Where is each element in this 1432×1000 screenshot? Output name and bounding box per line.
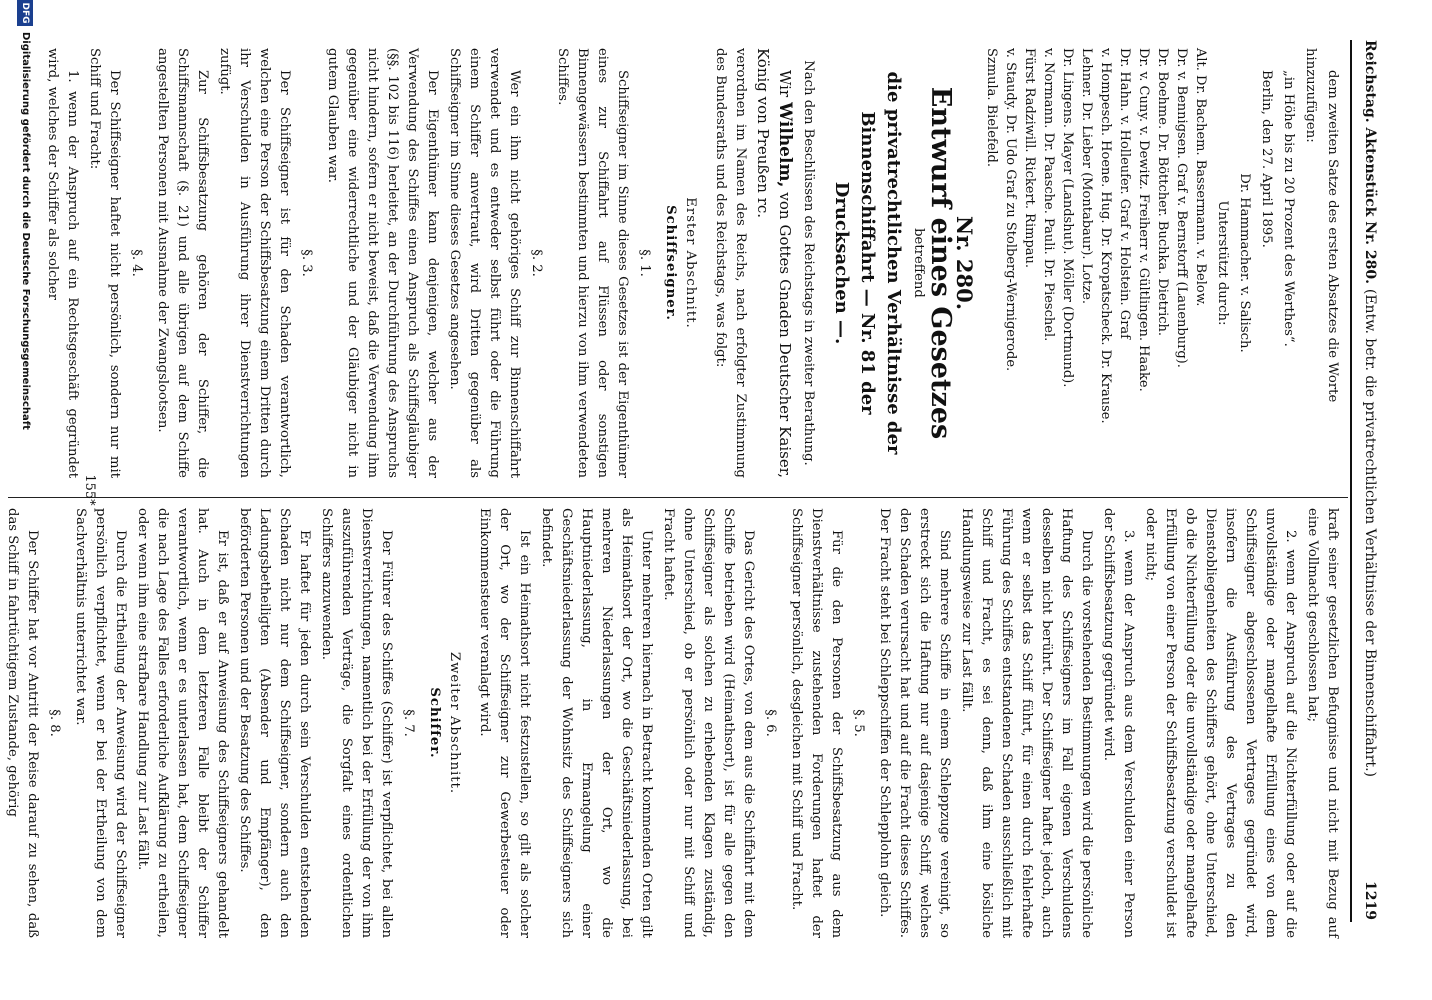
section-1-title: Schiffseigner. <box>663 205 678 321</box>
column-divider <box>8 497 1348 498</box>
kaiser-title: von Gottes Gnaden Deutscher Kaiser, König von Preußen rc. <box>754 48 794 478</box>
supporter-line: v. Hompesch. Hoene. Hug. Dr. Kropatscheck. Dr. Krause. <box>1098 48 1113 424</box>
signer: Dr. Hammacher. v. Salisch. <box>1237 173 1252 353</box>
footer-text: Digitalisierung gefördert durch die Deutsche Forschungsgemeinschaft <box>20 32 31 430</box>
continuation-text-b: Durch die vorstehenden Bestimmungen wird die persönliche Haftung des Schiffseigners im Fall eigenen Verschuldens desselben nicht berührt. Der Schiffseigner haftet jedoch, auch wenn er selbst das Schiff führt, für einen durch fehlerhafte Führung des Schiffes entstandenen Schaden ausschließlich mit Schiff und Fracht, es sei denn, daß ihm eine bösliche Handlungsweise zur Last fällt. <box>959 508 1094 938</box>
paragraph-7-text-c: Er ist, daß er auf Anweisung des Schiffseigners gehandelt hat. Auch in dem letzteren Falle bleibt der Schiffer verantwortlich, wenn er es unterlassen hat, dem Schiffseigner die nach Lage des Falles erforderliche Aufklärung zu ertheilen, oder wenn ihm eine strafbare Handlung zur Last fällt. <box>135 508 230 938</box>
continuation-text-c: Sind mehrere Schiffe in einem Schleppzuge vereinigt, so erstreckt sich die Haftung nur auf dasjenige Schiff, welches den Schaden verursacht hat und auf die Fracht dieses Schiffes. Der Fracht steht bei Schleppschiffen der Schlepplohn gleich. <box>877 508 952 938</box>
paragraph-5-number: §. 5. <box>851 709 866 737</box>
supporter-line: Lehner. Dr. Lieber (Montabaur). Lotze. <box>1079 48 1094 305</box>
paragraph-8-text: Der Schiffer hat vor Antritt der Reise darauf zu sehen, daß das Schiff in fahrtüchtigem Zustande, gehörig <box>5 508 40 938</box>
paragraph-1-number: §. 1. <box>637 249 652 277</box>
paragraph-2-text: Wer ein ihm nicht gehöriges Schiff zur Binnenschiffahrt verwendet und es entweder selbst führt oder die Führung einem Schiffer anvertraut, wird Dritten gegenüber als Schiffseigner im Sinne dieses Gesetzes angesehen. <box>447 48 522 478</box>
paragraph-4-number: §. 4. <box>129 249 144 277</box>
paragraph-3-number: §. 3. <box>299 249 314 277</box>
paragraph-6-text-b: Unter mehreren hiernach in Betracht kommenden Orten gilt als Heimathsort der Ort, wo die Geschäftsniederlassung, bei mehreren Niederlassungen der Ort, wo die Hauptniederlassung, in Ermangelung einer Geschäftsniederlassung der Wohnsitz des Schiffseigners sich befindet. <box>539 508 654 938</box>
paragraph-8-number: §. 8. <box>47 709 62 737</box>
dateline: Berlin, den 27. April 1895. <box>1259 70 1274 248</box>
betreffend: betreffend <box>911 228 926 298</box>
section-1-heading: Erster Abschnitt. <box>683 197 698 329</box>
signature-mark: 155* <box>82 474 97 506</box>
supporter-line: v. Normann. Dr. Paasche. Pauli. Dr. Pieschel. <box>1041 48 1056 342</box>
paragraph-7-text-d: Durch die Ertheilung der Anweisung wird der Schiffseigner persönlich verpflichtet, wenn er bei der Ertheilung von dem Sachverhältnis unterrichtet war. <box>73 508 128 938</box>
header-middle-text: (Entw. betr. die privatrechtlichen Verhältnisse der Binnenschiffahrt.) <box>1362 288 1378 777</box>
left-column <box>40 48 1342 478</box>
paragraph-4-item-1: 1. wenn der Anspruch auf ein Rechtsgeschäft gegründet wird, welches der Schiffer als solcher <box>45 48 80 478</box>
intro-line: dem zweiten Satze des ersten Absatzes die Worte <box>1325 70 1340 403</box>
header-left-text: Reichstag. Aktenstück Nr. 280. <box>1362 40 1378 284</box>
supporter-line: Alt. Dr. Bachem. Bassermann. v. Below. <box>1193 48 1208 307</box>
paragraph-3-text: Der Schiffseigner ist für den Schaden verantwortlich, welchen eine Person der Schiffsbesatzung einem Dritten durch ihr Verschulden in Ausführung ihrer Dienstverrichtungen zufügt. <box>217 48 292 478</box>
supporter-line: Dr. v. Bennigsen. Graf v. Bernstorff (Lauenburg). <box>1174 48 1189 368</box>
paragraph-6-text-c: Ist ein Heimathsort nicht festzustellen, so gilt als solcher der Ort, wo der Schiffseigner zur Gewerbesteuer oder Einkommensteuer veranlagt wird. <box>477 508 532 938</box>
header-left <box>1360 40 1380 777</box>
continuation-text: kraft seiner gesetzlichen Befugnisse und nicht mit Bezug auf eine Vollmacht geschlossen hat; <box>1305 508 1340 938</box>
supporters-list <box>982 48 1210 478</box>
supporter-line: Dr. Hahn. v. Holleufer. Graf v. Holstein. Graf <box>1117 48 1132 339</box>
paragraph-7-number: §. 7. <box>401 709 416 737</box>
intro-line-2: hinzuzufügen: <box>1303 48 1318 143</box>
header-page-number: 1219 <box>1362 881 1378 920</box>
list-item-2: 2. wenn der Anspruch auf die Nichterfüllung oder auf die unvollständige oder mangelhafte Erfüllung eines von dem Schiffseigner abgeschlossenen Vertrages gegründet wird, insofern die Ausführung des Vertrages zu den Dienstobliegenheiten des Schiffers gehört, ohne Unterschied, ob die Nichterfüllung oder die unvollständige oder mangelhafte Erfüllung von einer Person der Schiffsbesatzung verschuldet ist oder nicht; <box>1143 508 1298 938</box>
document-subtitle: die privatrechtlichen Verhältnisse der Binnenschiffahrt — Nr. 81 der Drucksachen —. <box>831 71 904 455</box>
paragraph-5-text: Für die den Personen der Schiffsbesatzung aus dem Dienstverhältnisse zustehenden Forderungen haftet der Schiffseigner persönlich, desgleichen mit Schiff und Fracht. <box>789 508 844 938</box>
supporter-line: Dr. Lingens. Mayer (Landshut). Möller (Dortmund). <box>1060 48 1075 388</box>
digitization-footer <box>13 0 37 1000</box>
paragraph-2-number: §. 2. <box>529 249 544 277</box>
section-2-heading: Zweiter Abschnitt. <box>447 651 462 795</box>
enactment-clause: verordnen im Namen des Reichs, nach erfolgter Zustimmung des Bundesraths und des Reichstags, was folgt: <box>713 48 748 478</box>
document-title: Entwurf eines Gesetzes <box>925 86 956 440</box>
supporter-line: Dr. Boehme. Dr. Böttcher. Buchka. Dietrich. <box>1155 48 1170 337</box>
paragraph-2-text-b: Der Eigenthümer kann denjenigen, welcher aus der Verwendung des Schiffes einen Anspruch als Schiffsgläubiger (§§. 102 bis 116) herleitet, an der Durchführung des Anspruchs nicht hindern, sofern er nicht beweist, daß die Verwendung ihm gegenüber eine widerrechtliche und der Gläubiger nicht in gutem Glauben war. <box>325 48 440 478</box>
paragraph-6-number: §. 6. <box>763 709 778 737</box>
kaiser-wir: Wir <box>776 70 794 98</box>
right-column <box>0 508 1342 938</box>
paragraph-3-text-b: Zur Schiffsbesatzung gehören der Schiffer, die Schiffsmannschaft (§. 21) und alle übrigen auf dem Schiffe angestellten Personen mit Ausnahme der Zwangslootsen. <box>155 48 210 478</box>
paragraph-4-text: Der Schiffseigner haftet nicht persönlich, sondern nur mit Schiff und Fracht: <box>87 48 122 478</box>
paragraph-6-text: Das Gericht des Ortes, von dem aus die Schiffahrt mit dem Schiffe betrieben wird (Heimathsort), ist für alle gegen den Schiffseigner als solchen zu erhebenden Klagen zuständig, ohne Unterschied, ob er persönlich oder nur mit Schiff und Fracht haftet. <box>661 508 756 938</box>
list-item-3: 3. wenn der Anspruch aus dem Verschulden einer Person der Schiffsbesatzung gegründet wird. <box>1101 508 1136 938</box>
paragraph-7-text: Der Führer des Schiffes (Schiffer) ist verpflichtet, bei allen Dienstverrichtungen, namentlich bei der Erfüllung der von ihm auszuführenden Verträge, die Sorgfalt eines ordentlichen Schiffers anzuwenden. <box>319 508 394 938</box>
document-number: Nr. 280. <box>952 215 977 311</box>
kaiser-line <box>752 48 796 478</box>
paragraph-1-text: Schiffseigner im Sinne dieses Gesetzes ist der Eigenthümer eines zur Schiffahrt auf Flüssen oder sonstigen Binnengewässern bestimmten und hierzu von ihm verwendeten Schiffes. <box>555 48 630 478</box>
header-rule <box>1350 40 1352 922</box>
resolution-note: Nach den Beschlüssen des Reichstags in zweiter Berathung. <box>801 60 816 466</box>
supported-by: Unterstützt durch: <box>1215 200 1230 326</box>
paragraph-7-text-b: Er haftet für jeden durch sein Verschulden entstehenden Schaden nicht nur dem Schiffseigner, sondern auch den Ladungsbetheiligten (Absender und Empfänger), den beförderten Personen und der Besatzung des Schiffes. <box>237 508 312 938</box>
kaiser-name: Wilhelm, <box>775 102 795 188</box>
supporter-line: Szmula. Bielefeld. <box>984 48 999 167</box>
supporter-line: Dr. v. Cuny. v. Dewitz. Freiherr v. Gültlingen. Haake. <box>1136 48 1151 392</box>
supporter-line: v. Staudy. Dr. Udo Graf zu Stolberg-Wernigerode. <box>1003 48 1018 372</box>
running-header <box>1354 40 1380 920</box>
supporter-line: Fürst Radziwill. Rickert. Rimpau. <box>1022 48 1037 269</box>
dfg-logo-icon: DFG <box>17 0 33 26</box>
amendment-quote: „in Höhe bis zu 20 Prozent des Werthes“. <box>1281 70 1296 347</box>
section-2-title: Schiffer. <box>427 687 442 759</box>
